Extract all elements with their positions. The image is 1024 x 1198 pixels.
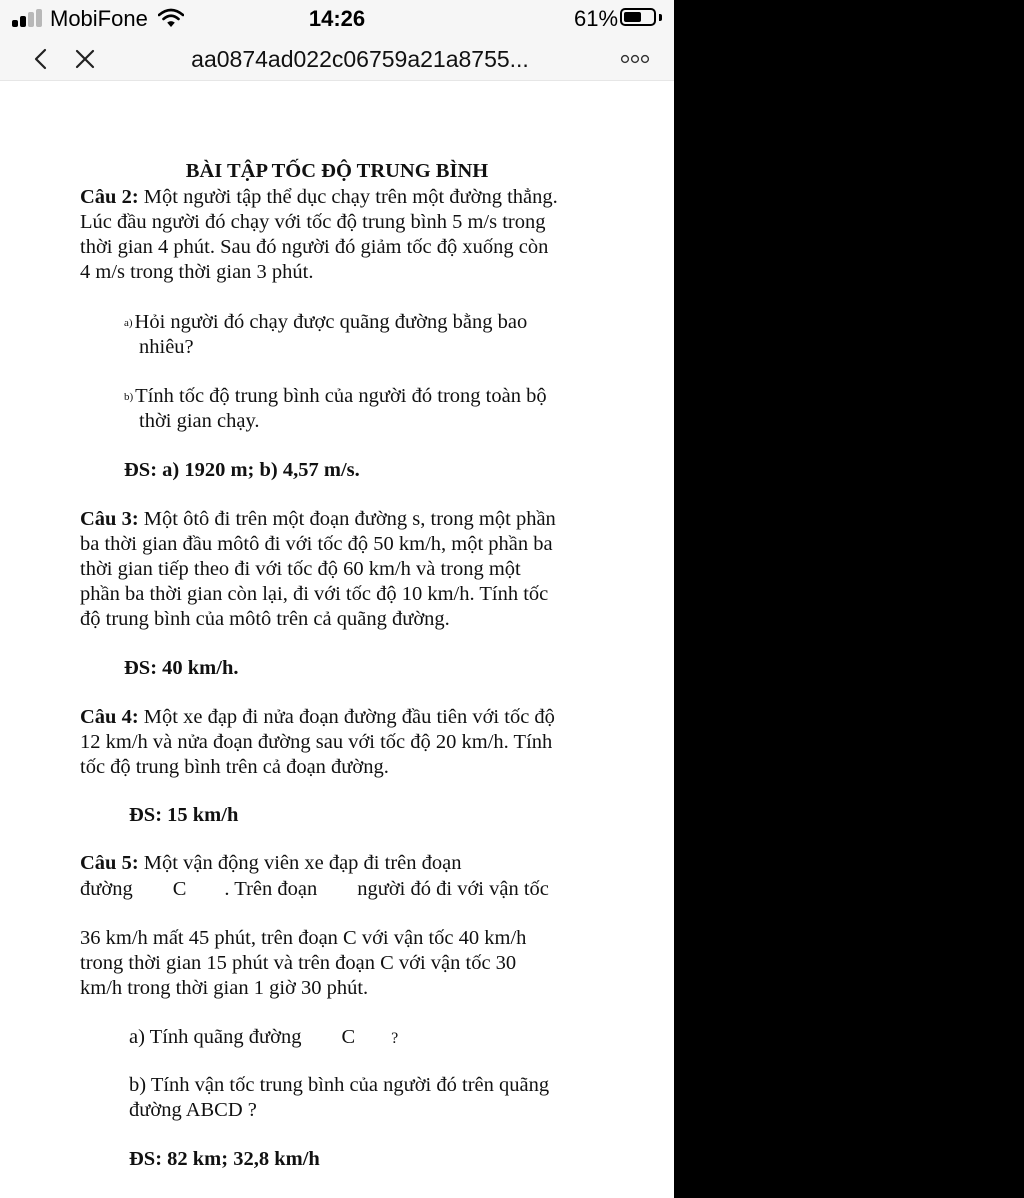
question-5-text: người đó đi với vận tốc [357, 878, 549, 900]
question-4-answer: ĐS: 15 km/h [129, 804, 239, 826]
question-5a-text: ? [391, 1030, 399, 1047]
question-2-answer: ĐS: a) 1920 m; b) 4,57 m/s. [124, 459, 360, 481]
question-2-line: 4 m/s trong thời gian 3 phút. [80, 261, 314, 283]
page-url-title: aa0874ad022c06759a21a8755... [191, 46, 529, 72]
question-2-line: Lúc đầu người đó chạy với tốc độ trung bình 5 m/s trong [80, 211, 546, 233]
question-5-text: C [172, 878, 187, 900]
question-5-line: km/h trong thời gian 1 giờ 30 phút. [80, 977, 369, 999]
document-title: BÀI TẬP TỐC ĐỘ TRUNG BÌNH [185, 160, 489, 182]
question-4-text: Một xe đạp đi nửa đoạn đường đầu tiên với tốc độ [143, 706, 555, 728]
question-5-line: 36 km/h mất 45 phút, trên đoạn C với vận tốc 40 km/h [80, 927, 527, 949]
question-2b-text: thời gian chạy. [139, 410, 260, 432]
question-3-line: độ trung bình của môtô trên cả quãng đường. [80, 608, 450, 630]
question-5a [129, 1025, 398, 1051]
question-2a-text: nhiêu? [139, 336, 194, 358]
back-icon[interactable] [28, 44, 54, 74]
battery-tip [659, 14, 662, 21]
status-bar [0, 0, 674, 38]
question-5-answer: ĐS: 82 km; 32,8 km/h [129, 1148, 320, 1170]
question-5a-text: a) Tính quãng đường [129, 1026, 302, 1048]
question-3-answer: ĐS: 40 km/h. [124, 657, 239, 679]
question-5-line [80, 877, 549, 902]
question-3-line: thời gian tiếp theo đi với tốc độ 60 km/h và trong một [80, 558, 521, 580]
status-time: 14:26 [308, 6, 366, 31]
battery-icon [620, 8, 656, 26]
question-3-label: Câu 3: [80, 508, 139, 530]
question-2-line [80, 185, 558, 210]
question-5-line [80, 851, 461, 876]
question-2-line: thời gian 4 phút. Sau đó người đó giảm tốc độ xuống còn [80, 236, 549, 258]
question-2a-text: Hỏi người đó chạy được quãng đường bằng bao [134, 311, 528, 333]
question-2b-text: Tính tốc độ trung bình của người đó trong toàn bộ [135, 385, 547, 407]
more-options-icon[interactable] [618, 48, 652, 70]
question-5-line: trong thời gian 15 phút và trên đoạn C với vận tốc 30 [80, 952, 517, 974]
question-4-label: Câu 4: [80, 706, 139, 728]
question-2a-marker: a) [124, 317, 133, 329]
question-5b-text: b) Tính vận tốc trung bình của người đó trên quãng [129, 1074, 550, 1096]
question-2-label: Câu 2: [80, 186, 139, 208]
question-2-text: Một người tập thể dục chạy trên một đường thẳng. [143, 186, 558, 208]
browser-nav-bar [0, 38, 674, 81]
question-4-line [80, 705, 555, 730]
question-3-text: Một ôtô đi trên một đoạn đường s, trong một phần [143, 508, 556, 530]
question-4-line: tốc độ trung bình trên cả đoạn đường. [80, 756, 389, 778]
question-3-line [80, 507, 556, 532]
question-3-line: ba thời gian đầu môtô đi với tốc độ 50 km/h, một phần ba [80, 533, 553, 555]
close-icon[interactable] [72, 44, 98, 74]
question-5a-text: C [341, 1026, 356, 1048]
battery-percentage: 61% [574, 6, 619, 31]
question-5b-text: đường ABCD ? [129, 1099, 257, 1121]
question-5-label: Câu 5: [80, 852, 139, 874]
question-2b [124, 384, 547, 410]
question-4-line: 12 km/h và nửa đoạn đường sau với tốc độ 20 km/h. Tính [80, 731, 553, 753]
question-5-text: đường [80, 878, 133, 900]
question-3-line: phần ba thời gian còn lại, đi với tốc độ 10 km/h. Tính tốc [80, 583, 549, 605]
question-2a [124, 310, 527, 336]
document-content [0, 81, 674, 1198]
question-5-text: Một vận động viên xe đạp đi trên đoạn [143, 852, 462, 874]
question-5-text: . Trên đoạn [224, 878, 318, 900]
question-2b-marker: b) [124, 391, 134, 403]
carrier-name: MobiFone [50, 6, 148, 31]
